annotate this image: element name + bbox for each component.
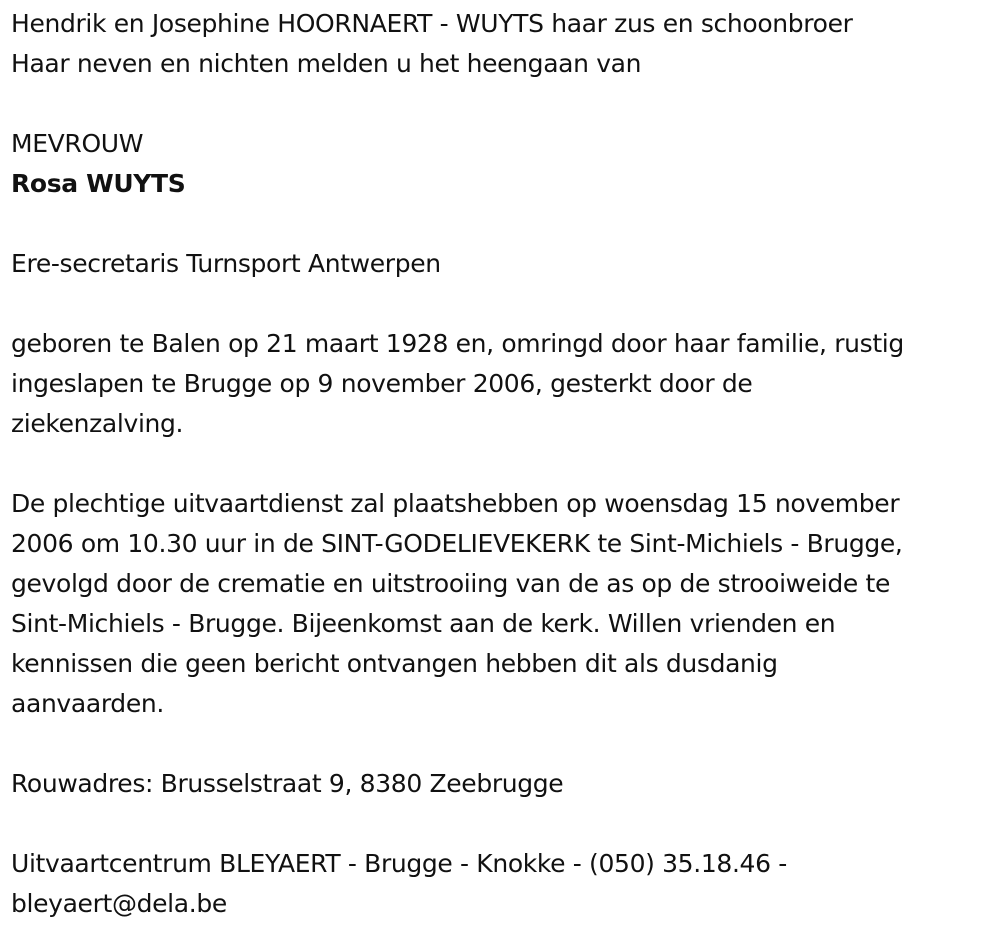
spacer	[11, 284, 996, 324]
paragraph-line: De plechtige uitvaartdienst zal plaatshebben op woensdag 15 november	[11, 489, 900, 518]
intro-block	[11, 4, 996, 84]
paragraph-line: kennissen die geen bericht ontvangen hebben dit als dusdanig	[11, 649, 778, 678]
intro-line: Haar neven en nichten melden u het heengaan van	[11, 49, 642, 78]
spacer	[11, 804, 996, 844]
spacer	[11, 204, 996, 244]
deceased-role: Ere-secretaris Turnsport Antwerpen	[11, 249, 441, 278]
paragraph-line: geboren te Balen op 21 maart 1928 en, omringd door haar familie, rustig	[11, 329, 904, 358]
spacer	[11, 724, 996, 764]
spacer	[11, 84, 996, 124]
intro-line: Hendrik en Josephine HOORNAERT - WUYTS haar zus en schoonbroer	[11, 9, 853, 38]
paragraph-line: gevolgd door de crematie en uitstrooiing van de as op de strooiweide te	[11, 569, 891, 598]
paragraph-line: ingeslapen te Brugge op 9 november 2006, gesterkt door de	[11, 369, 753, 398]
paragraph-line: ziekenzalving.	[11, 409, 184, 438]
spacer	[11, 444, 996, 484]
paragraph-line: 2006 om 10.30 uur in de SINT-GODELIEVEKERK te Sint-Michiels - Brugge,	[11, 529, 903, 558]
paragraph-line: Sint-Michiels - Brugge. Bijeenkomst aan de kerk. Willen vrienden en	[11, 609, 836, 638]
mourning-address: Rouwadres: Brusselstraat 9, 8380 Zeebrugge	[11, 769, 564, 798]
funeral-home-email: bleyaert@dela.be	[11, 889, 227, 918]
honorific-title: MEVROUW	[11, 129, 144, 158]
deceased-name: Rosa WUYTS	[11, 169, 186, 198]
paragraph-line: aanvaarden.	[11, 689, 164, 718]
funeral-home-line: Uitvaartcentrum BLEYAERT - Brugge - Knokke - (050) 35.18.46 -	[11, 849, 787, 878]
ceremony-paragraph	[11, 484, 996, 724]
funeral-home-contact	[11, 844, 996, 924]
obituary-notice	[11, 4, 996, 924]
birth-death-paragraph	[11, 324, 996, 444]
